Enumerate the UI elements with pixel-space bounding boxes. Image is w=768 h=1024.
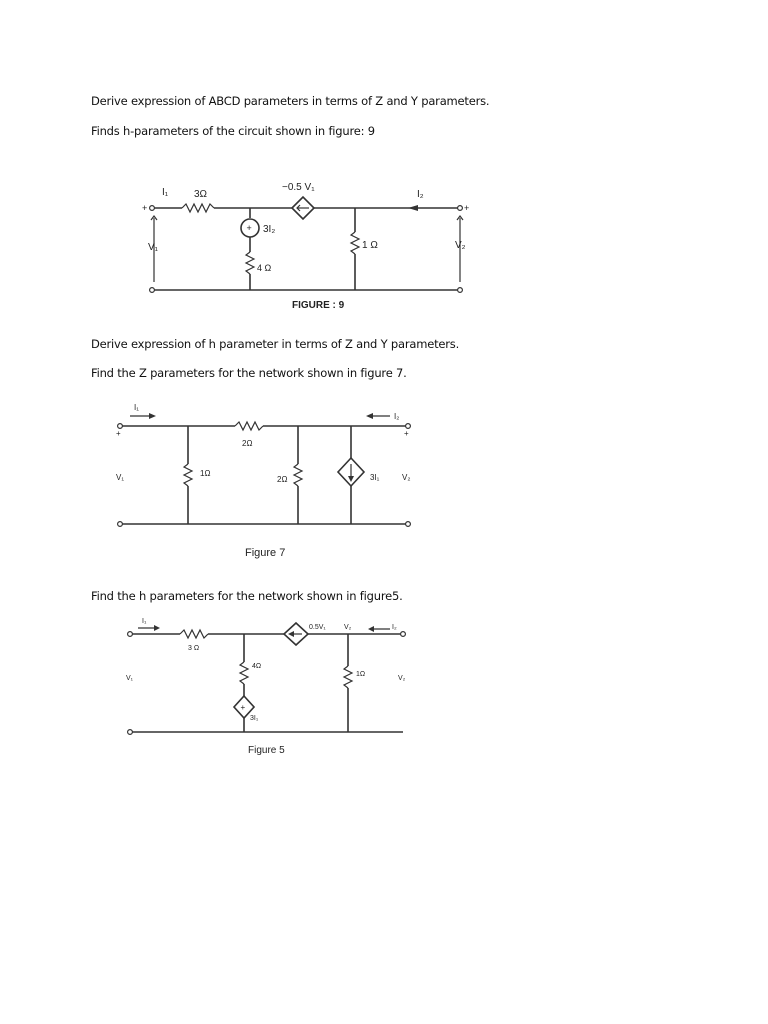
f7-caption: Figure 7 <box>245 547 286 559</box>
f7-label-2ohm: 2Ω <box>277 475 288 484</box>
f9-label-4ohm: 4 Ω <box>257 263 272 273</box>
svg-text:+: + <box>142 203 148 213</box>
svg-text:+: + <box>464 203 470 213</box>
f5-label-3ohm: 3 Ω <box>188 645 200 652</box>
f5-resistor-3ohm <box>180 630 208 638</box>
question-h-parameter: Derive expression of h parameter in terms of Z and Y parameters. <box>91 337 460 351</box>
f5-label-4ohm: 4Ω <box>252 663 262 670</box>
f9-resistor-4ohm <box>246 252 254 274</box>
question-figure5: Find the h parameters for the network shown in figure5. <box>91 589 403 603</box>
f7-label-i2: I₂ <box>394 412 400 421</box>
f9-label-3i2: 3I₂ <box>263 224 276 235</box>
f7-resistor-2ohm <box>294 464 302 486</box>
f5-label-3i1: 3I₁ <box>250 715 259 722</box>
f9-resistor-3ohm <box>182 204 214 212</box>
f7-terminal-tr <box>406 424 411 429</box>
f9-terminal-bl <box>150 288 155 293</box>
svg-text:+: + <box>116 429 121 438</box>
f9-label-1ohm: 1 Ω <box>362 240 378 251</box>
f9-label-i2: I₂ <box>417 189 424 200</box>
f9-i2-arrow <box>408 205 418 211</box>
svg-text:+: + <box>240 703 246 712</box>
f9-label-v2: V₂ <box>455 240 466 251</box>
f5-label-v1: V₁ <box>126 675 134 682</box>
f5-label-v2: V₂ <box>398 675 406 682</box>
f7-label-1ohm: 1Ω <box>200 469 211 478</box>
question-figure7: Find the Z parameters for the network shown in figure 7. <box>91 366 407 380</box>
f5-label-i1: I₁ <box>142 618 147 625</box>
f7-terminal-bl <box>118 522 123 527</box>
f7-terminal-br <box>406 522 411 527</box>
figure-9-circuit <box>140 178 480 313</box>
f9-resistor-1ohm <box>351 232 359 254</box>
f5-label-i2: I₂ <box>392 624 397 631</box>
svg-text:+: + <box>404 429 409 438</box>
svg-text:+: + <box>246 223 252 233</box>
f9-label-i1: I₁ <box>162 187 169 198</box>
f7-label-v2: V₂ <box>402 473 411 482</box>
f9-terminal-tr <box>458 206 463 211</box>
f5-caption: Figure 5 <box>248 745 285 756</box>
f5-terminal-bl <box>128 730 133 735</box>
f5-resistor-4ohm <box>240 662 248 684</box>
f7-label-3i1: 3I₁ <box>370 473 380 482</box>
f9-caption: FIGURE : 9 <box>292 300 345 311</box>
f5-terminal-tl <box>128 632 133 637</box>
f7-label-v1: V₁ <box>116 473 125 482</box>
f9-terminal-br <box>458 288 463 293</box>
f9-terminal-tl <box>150 206 155 211</box>
f7-terminal-tl <box>118 424 123 429</box>
figure-5-circuit <box>120 612 420 754</box>
f5-label-0-5v1: 0.5V₁ <box>309 624 326 631</box>
f9-label-dep-current: −0.5 V₁ <box>282 182 315 193</box>
f7-resistor-series-2ohm <box>235 422 263 430</box>
f9-label-3ohm: 3Ω <box>194 189 208 200</box>
f7-label-i1: I₁ <box>134 403 139 412</box>
f7-label-2ohm-series: 2Ω <box>242 439 253 448</box>
f5-label-v2-top: V₂ <box>344 624 352 631</box>
f7-resistor-1ohm <box>184 464 192 486</box>
f5-terminal-tr <box>401 632 406 637</box>
f5-label-1ohm: 1Ω <box>356 671 366 678</box>
figure-7-circuit <box>110 398 420 563</box>
question-abcd: Derive expression of ABCD parameters in terms of Z and Y parameters. <box>91 94 490 108</box>
f9-label-v1: V₁ <box>148 242 159 253</box>
question-figure9: Finds h-parameters of the circuit shown in figure: 9 <box>91 124 375 138</box>
f5-resistor-1ohm <box>344 666 352 688</box>
